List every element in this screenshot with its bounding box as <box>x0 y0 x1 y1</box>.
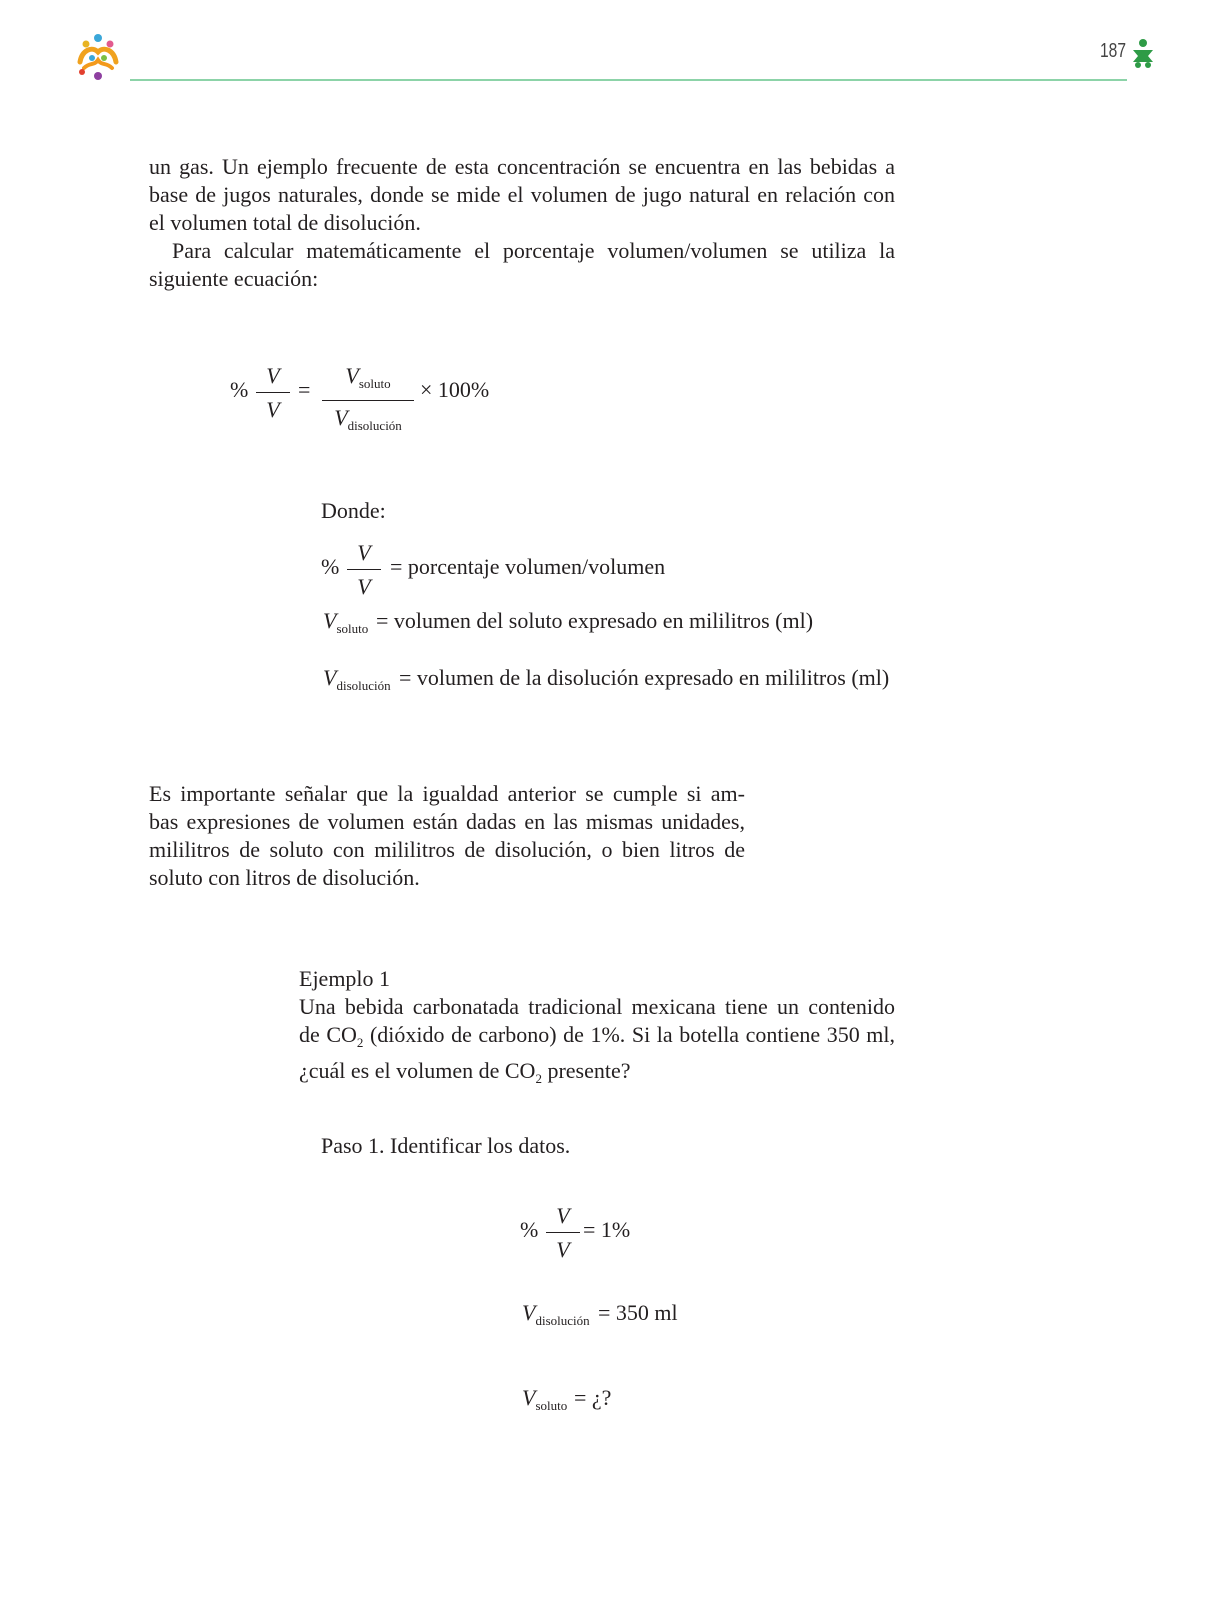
fraction-denominator <box>322 404 414 440</box>
intro-line-last: siguiente ecuación: <box>149 266 319 291</box>
v-over-v-fraction <box>256 362 290 424</box>
example-line <box>299 1021 895 1057</box>
fraction-numerator: V <box>556 1203 570 1228</box>
colored-dots-figure-logo-icon <box>72 32 124 84</box>
subscript-2: 2 <box>535 1071 542 1086</box>
definition-text: = volumen de la disolución expresado en mililitros (ml) <box>399 665 890 690</box>
subscript-soluto: soluto <box>358 376 391 391</box>
data-value: = 1% <box>583 1217 631 1242</box>
definition-text: = porcentaje volumen/volumen <box>390 554 666 579</box>
volume-symbol: V <box>334 405 348 430</box>
percent-sign: % <box>520 1217 539 1242</box>
subscript-soluto: soluto <box>336 621 369 636</box>
percent-sign: % <box>321 554 340 579</box>
data-value: = 350 ml <box>598 1300 678 1325</box>
fraction-bar <box>546 1232 580 1233</box>
volume-ratio-fraction <box>322 362 414 440</box>
volume-letter: V <box>522 1385 536 1410</box>
subscript-soluto: soluto <box>535 1398 568 1413</box>
equals-sign: = <box>298 377 311 402</box>
where-title: Donde: <box>321 498 386 523</box>
fraction-denominator: V <box>556 1237 570 1262</box>
volume-symbol: V <box>345 363 359 388</box>
volume-symbol <box>323 607 368 643</box>
note-line: mililitros de soluto con mililitros de disolución, o bien litros de <box>149 837 745 862</box>
v-over-v-fraction <box>347 539 381 601</box>
fraction-bar <box>322 400 414 401</box>
intro-line: Para calcular matemáticamente el porcentaje volumen/volumen se utiliza la <box>172 238 895 263</box>
example-line <box>299 1057 895 1093</box>
header-rule <box>130 79 1127 81</box>
volume-letter: V <box>522 1300 536 1325</box>
example-text: ¿cuál es el volumen de CO <box>299 1058 536 1083</box>
fraction-numerator: V <box>357 540 371 565</box>
green-figure-icon <box>1130 38 1156 68</box>
fraction-bar <box>256 392 290 393</box>
percent-sign: % <box>230 377 249 402</box>
intro-paragraph <box>149 153 895 209</box>
volume-letter: V <box>323 608 337 633</box>
subscript-disolucion: disolución <box>336 678 391 693</box>
example-block <box>299 965 895 1093</box>
step1-title: Paso 1. Identificar los datos. <box>321 1133 571 1158</box>
volume-symbol <box>323 664 391 700</box>
fraction-denominator: V <box>357 574 371 599</box>
page-number: 187 <box>1100 40 1127 62</box>
header-logo <box>72 32 124 84</box>
subscript-2: 2 <box>356 1035 364 1050</box>
subscript-disolucion: disolución <box>535 1313 590 1328</box>
intro-line: un gas. Un ejemplo frecuente de esta concentración se encuentra en las bebidas a <box>149 154 895 179</box>
corner-figure <box>1130 38 1156 68</box>
subscript-disolucion: disolución <box>347 418 402 433</box>
fraction-numerator <box>322 362 414 398</box>
times-100-percent: × 100% <box>420 377 490 402</box>
definition-text: = volumen del soluto expresado en mililitros (ml) <box>376 608 814 633</box>
data-value: = ¿? <box>574 1385 612 1410</box>
example-text: presente? <box>541 1058 631 1083</box>
intro-line-last: el volumen total de disolución. <box>149 210 421 235</box>
fraction-bar <box>347 569 381 570</box>
intro-paragraph-2 <box>172 237 895 265</box>
v-over-v-fraction <box>546 1202 580 1264</box>
intro-line: base de jugos naturales, donde se mide el volumen de jugo natural en relación con <box>149 182 895 207</box>
example-title: Ejemplo 1 <box>299 966 391 991</box>
volume-symbol <box>522 1384 567 1420</box>
example-text: (dióxido de carbono) de 1%. Si la botella contiene 350 ml, <box>363 1022 895 1047</box>
example-line: Una bebida carbonatada tradicional mexicana tiene un contenido <box>299 994 895 1019</box>
note-line: soluto con litros de disolución. <box>149 865 420 890</box>
note-line: Es importante señalar que la igualdad anterior se cumple si am- <box>149 781 745 806</box>
volume-symbol <box>522 1299 590 1335</box>
volume-letter: V <box>323 665 337 690</box>
example-text: de CO <box>299 1022 357 1047</box>
note-paragraph <box>149 780 745 892</box>
note-line: bas expresiones de volumen están dadas en las mismas unidades, <box>149 809 745 834</box>
fraction-denominator: V <box>266 397 280 422</box>
fraction-numerator: V <box>266 363 280 388</box>
